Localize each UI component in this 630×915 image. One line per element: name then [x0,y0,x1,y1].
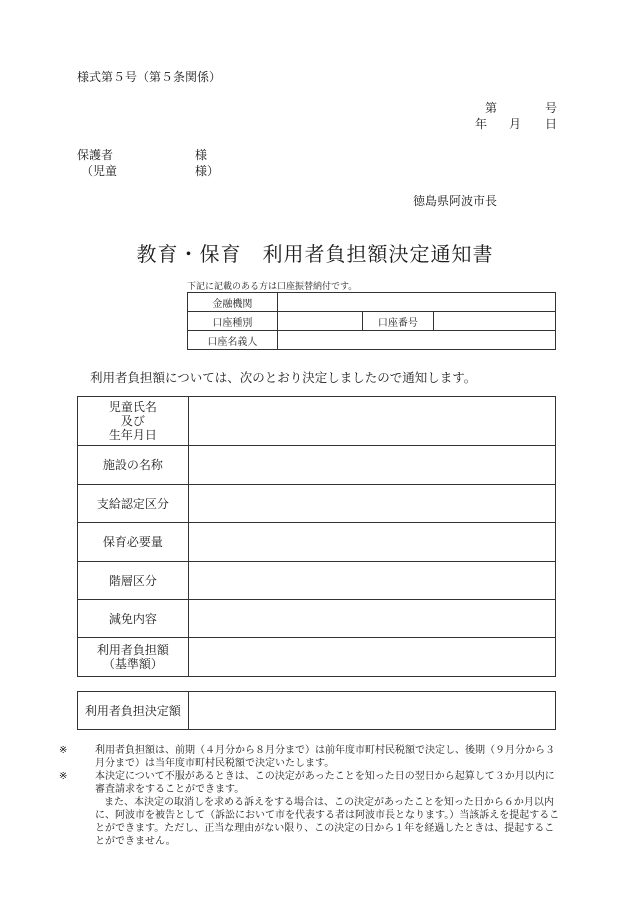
childcare-need-amount-value[interactable] [188,523,555,562]
tier-category-label: 階層区分 [78,562,189,600]
note-3: また、本決定の取消しを求める訴えをする場合は、この決定があったことを知った日から６か月以内に、阿波市を被告として（訴訟において市を代表する者は阿波市長となります。）当該訴えを提起することができます。ただし、正当な理由がない限り、この決定の日から１年を経過したときは、提起することができません。 [95,797,560,847]
child-name-birthdate-label: 児童氏名 及び 生年月日 [78,397,189,446]
account-holder-value[interactable] [277,331,555,350]
document-title: 教育・保育 利用者負担額決定通知書 [136,242,494,266]
account-type-value[interactable] [277,312,362,331]
reduction-details-label: 減免内容 [78,600,189,638]
form-number: 様式第５号（第５条関係） [77,70,222,84]
childcare-need-amount-label: 保育必要量 [78,523,189,562]
details-table [77,396,556,677]
bank-account-table [187,292,556,350]
facility-name-label: 施設の名称 [78,446,189,485]
account-type-label: 口座種別 [188,312,278,331]
date-year: 年 [475,117,488,131]
bank-note: 下記に記載のある方は口座振替納付です。 [187,282,358,292]
account-number-label: 口座番号 [362,312,434,331]
document-number-suffix: 号 [545,101,558,115]
issuer: 徳島県阿波市長 [413,194,498,208]
document-number-prefix: 第 [485,101,498,115]
bank-institution-label: 金融機関 [188,293,278,312]
account-holder-label: 口座名義人 [188,331,278,350]
user-fee-standard-value[interactable] [188,638,555,677]
tier-category-value[interactable] [188,562,555,600]
child-honorific: 様） [195,164,220,178]
reduction-details-value[interactable] [188,600,555,638]
user-fee-standard-label: 利用者負担額 （基準額） [78,638,189,677]
child-label: （児童 [81,164,118,178]
certification-category-value[interactable] [188,485,555,523]
decided-fee-label: 利用者負担決定額 [78,692,189,730]
certification-category-label: 支給認定区分 [78,485,189,523]
account-number-value[interactable] [434,312,556,331]
guardian-honorific: 様 [195,148,208,162]
intro-text: 利用者負担額については、次のとおり決定しましたので通知します。 [90,370,477,385]
child-name-birthdate-value[interactable] [188,397,555,446]
decided-fee-value[interactable] [188,692,555,730]
facility-name-value[interactable] [188,446,555,485]
date-day: 日 [545,117,558,131]
date-month: 月 [509,117,522,131]
decision-table [77,691,556,730]
note-2: ※ 本決定について不服があるときは、この決定があったことを知った日の翌日から起算して３か月以内に審査請求をすることができます。 [59,771,555,795]
notes-section [59,744,562,848]
bank-institution-value[interactable] [277,293,555,312]
note-1: ※ 利用者負担額は、前期（４月分から８月分まで）は前年度市町村民税額で決定し、後期（９月分から３月分まで）は当年度市町村民税額で決定いたします。 [59,745,555,769]
guardian-label: 保護者 [77,148,114,162]
